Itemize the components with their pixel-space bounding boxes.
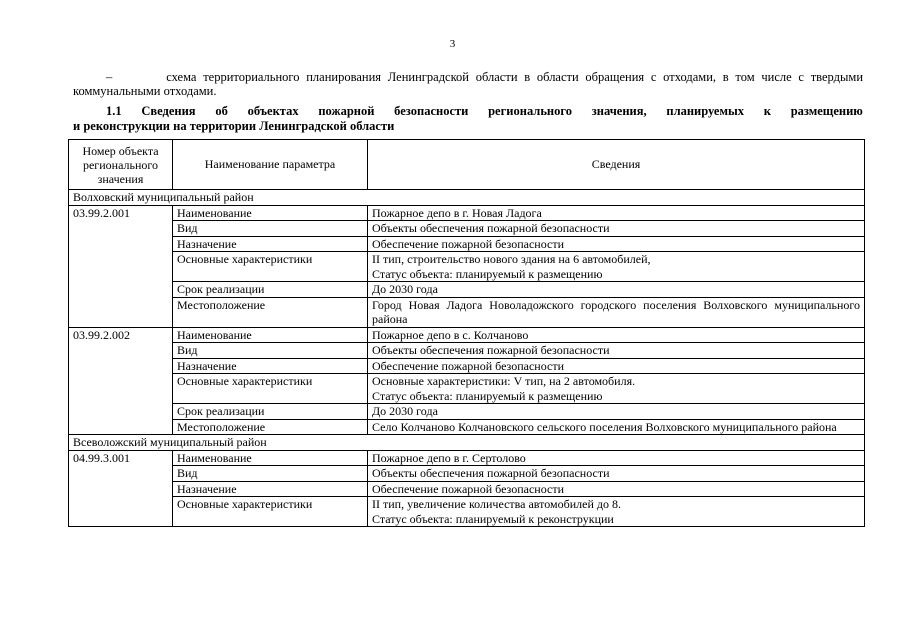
section-title-word: значения, [591,104,647,118]
parameter-name: Вид [173,343,368,359]
parameter-name: Назначение [173,358,368,374]
table-row [69,419,865,435]
table-row [69,404,865,420]
parameter-value [368,221,865,237]
table-body [69,190,865,527]
parameter-value [368,327,865,343]
parameter-name: Основные характеристики [173,374,368,404]
intro-paragraph [73,70,863,98]
parameter-name: Срок реализации [173,404,368,420]
parameter-name: Основные характеристики [173,497,368,527]
parameter-name: Основные характеристики [173,252,368,282]
parameter-name: Вид [173,466,368,482]
table-row [69,450,865,466]
intro-dash: – [106,70,113,84]
section-heading-line2: и реконструкции на территории Ленинградской области [73,119,395,133]
table-header-row [69,140,865,190]
value-line: Пожарное депо в с. Колчаново [372,327,529,342]
parameter-value [368,282,865,298]
object-number: 03.99.2.001 [69,205,173,327]
parameter-name: Назначение [173,481,368,497]
value-line: Объекты обеспечения пожарной безопасности [372,221,610,235]
parameter-name: Назначение [173,236,368,252]
table-row [69,497,865,527]
table-row [69,358,865,374]
value-line: Село Колчаново Колчановского сельского поселения Волховского муниципального района [372,419,837,434]
table-row [69,282,865,298]
section-title-word: планируемых [666,104,744,118]
table-row [69,481,865,497]
value-line: Основные характеристики: V тип, на 2 автомобиля. [372,374,636,388]
district-row [69,435,865,451]
value-line: Статус объекта: планируемый к размещению [372,266,603,281]
table-row [69,466,865,482]
object-number: 03.99.2.002 [69,327,173,435]
section-title-word: об [215,104,228,118]
parameter-value [368,252,865,282]
parameter-value [368,358,865,374]
parameter-value [368,497,865,527]
value-line: До 2030 года [372,404,438,418]
value-line: До 2030 года [372,282,438,296]
value-line: Статус объекта: планируемый к реконструкции [372,511,614,526]
parameter-value [368,466,865,482]
header-object-number: Номер объекта регионального значения [69,140,173,190]
value-line: Обеспечение пожарной безопасности [372,481,565,496]
parameter-name: Наименование [173,205,368,221]
object-number: 04.99.3.001 [69,450,173,527]
parameter-value [368,419,865,435]
district-row [69,190,865,206]
value-line: Объекты обеспечения пожарной безопасности [372,466,610,480]
value-line: Обеспечение пожарной безопасности [372,358,565,373]
parameter-value [368,450,865,466]
table-row [69,327,865,343]
section-title-word: безопасности [394,104,469,118]
table-row [69,236,865,252]
header-info: Сведения [368,140,865,190]
section-heading-line1 [73,104,863,119]
parameter-value [368,404,865,420]
table-row [69,252,865,282]
section-title-word: размещению [790,104,863,118]
value-line: II тип, увеличение количества автомобилей до 8. [372,497,621,511]
value-line: II тип, строительство нового здания на 6 автомобилей, [372,252,651,266]
section-title-word: Сведения [141,104,196,118]
table-row [69,374,865,404]
objects-table [68,139,865,527]
section-title-word: регионального [488,104,572,118]
value-line: Объекты обеспечения пожарной безопасности [372,343,610,357]
value-line: Обеспечение пожарной безопасности [372,236,565,251]
table-row [69,343,865,359]
section-title-word: пожарной [318,104,375,118]
page-number: 3 [449,38,456,50]
parameter-value [368,374,865,404]
value-line: Статус объекта: планируемый к размещению [372,388,603,403]
section-title-word: к [763,104,771,118]
parameter-name: Наименование [173,450,368,466]
parameter-value [368,343,865,359]
parameter-value [368,236,865,252]
parameter-name: Вид [173,221,368,237]
parameter-name: Наименование [173,327,368,343]
intro-text: схема территориального планирования Ленинградской области в области обращения с отходами, в том числе с твердыми коммунальными отходами. [73,70,864,98]
section-number: 1.1 [106,104,122,118]
table-row [69,297,865,327]
value-line: Город Новая Ладога Новоладожского городского поселения Волховского муниципального района [372,297,860,326]
value-line: Пожарное депо в г. Новая Ладога [372,205,542,220]
section-title-word: объектах [247,104,299,118]
value-line: Пожарное депо в г. Сертолово [372,450,526,465]
parameter-name: Местоположение [173,297,368,327]
parameter-name: Местоположение [173,419,368,435]
parameter-value [368,205,865,221]
parameter-value [368,297,865,327]
district-name: Волховский муниципальный район [69,190,865,206]
table-row [69,205,865,221]
parameter-value [368,481,865,497]
parameter-name: Срок реализации [173,282,368,298]
header-parameter-name: Наименование параметра [173,140,368,190]
table-row [69,221,865,237]
section-heading [73,104,863,134]
district-name: Всеволожский муниципальный район [69,435,865,451]
